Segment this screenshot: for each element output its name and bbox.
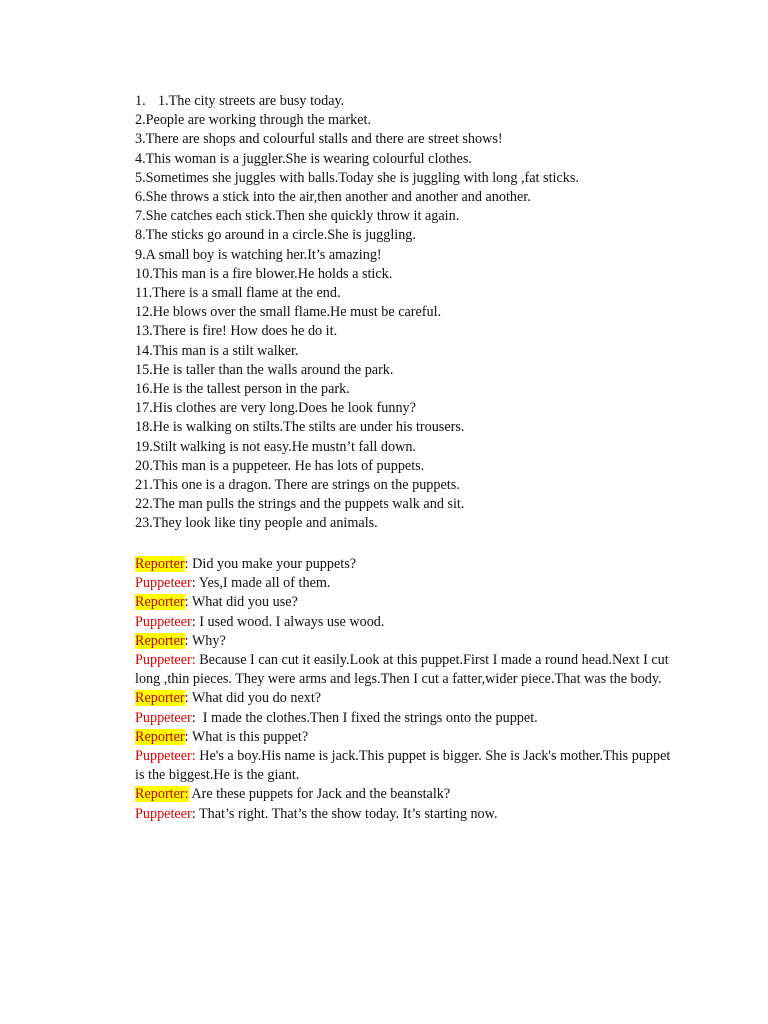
speaker-label: Puppeteer:	[135, 652, 196, 669]
speaker-label: Puppeteer	[135, 709, 192, 726]
dialogue-text: Are these puppets for Jack and the beanstalk?	[191, 786, 451, 803]
speaker-separator: :	[191, 613, 200, 630]
sentence-line: 5.Sometimes she juggles with balls.Today she is juggling with long ,fat sticks.	[135, 169, 579, 186]
dialogue-text: What is this puppet?	[191, 728, 309, 745]
speaker-separator: :	[191, 805, 199, 822]
sentence-line: 22.The man pulls the strings and the puppets walk and sit.	[135, 496, 465, 513]
sentence-line: 17.His clothes are very long.Does he look funny?	[135, 400, 416, 417]
dialogue-turn	[135, 613, 675, 632]
sentence-line: 7.She catches each stick.Then she quickly throw it again.	[135, 208, 460, 225]
dialogue-turn	[135, 555, 675, 574]
speaker-label: Reporter	[135, 632, 185, 649]
speaker-label: Puppeteer	[135, 613, 192, 630]
sentence-line: 11.There is a small flame at the end.	[135, 285, 341, 302]
speaker-separator: :	[191, 575, 199, 592]
speaker-label: Reporter	[135, 690, 185, 707]
dialogue-turn	[135, 632, 675, 651]
speaker-separator: :	[184, 632, 192, 649]
speaker-label: Reporter	[135, 728, 185, 745]
sentence-line: 13.There is fire! How does he do it.	[135, 323, 338, 340]
sentence-line: 12.He blows over the small flame.He must be careful.	[135, 304, 442, 321]
sentence-text: 1.The city streets are busy today.	[158, 93, 345, 109]
dialogue-text: That’s right. That’s the show today. It’s starting now.	[198, 805, 498, 822]
dialogue-turn	[135, 651, 675, 689]
speaker-label: Reporter	[135, 556, 185, 572]
sentence-line: 9.A small boy is watching her.It’s amazing!	[135, 246, 382, 263]
speaker-separator: :	[184, 556, 193, 572]
speaker-label: Puppeteer:	[135, 748, 196, 765]
dialogue-turn	[135, 747, 675, 785]
dialogue-turn	[135, 593, 675, 612]
speaker-label: Puppeteer	[135, 575, 192, 592]
speaker-separator: :	[184, 594, 192, 611]
list-marker: 1.	[135, 93, 146, 109]
sentence-line: 6.She throws a stick into the air,then another and another and another.	[135, 189, 531, 206]
sentence-line: 23.They look like tiny people and animals.	[135, 515, 378, 532]
sentence-line: 2.People are working through the market.	[135, 112, 371, 129]
dialogue-text: Why?	[191, 632, 226, 649]
dialogue-turn	[135, 689, 675, 708]
sentence-line: 20.This man is a puppeteer. He has lots of puppets.	[135, 457, 425, 474]
sentence-line: 19.Stilt walking is not easy.He mustn’t fall down.	[135, 438, 416, 455]
sentence-line: 15.He is taller than the walls around the park.	[135, 361, 394, 378]
sentence-line: 16.He is the tallest person in the park.	[135, 381, 350, 398]
sentence-line: 10.This man is a fire blower.He holds a stick.	[135, 265, 393, 282]
sentence-line: 3.There are shops and colourful stalls and there are street shows!	[135, 131, 503, 148]
sentence-line: 4.This woman is a juggler.She is wearing colourful clothes.	[135, 150, 472, 167]
dialogue-text: Yes,I made all of them.	[198, 575, 331, 592]
dialogue-turn	[135, 574, 675, 593]
sentence-line	[135, 92, 735, 111]
dialogue-turn	[135, 728, 675, 747]
speaker-separator: :	[184, 690, 192, 707]
dialogue-turn	[135, 709, 675, 728]
speaker-separator: :	[184, 728, 192, 745]
dialogue-text: I made the clothes.Then I fixed the strings onto the puppet.	[202, 709, 538, 726]
dialogue-text: What did you do next?	[191, 690, 322, 707]
dialogue-text: Did you make your puppets?	[192, 556, 357, 572]
dialogue-text: He's a boy.His name is jack.This puppet is bigger. She is Jack's mother.This puppet is the biggest.He is the giant.	[135, 748, 671, 784]
dialogue-text: Because I can cut it easily.Look at this puppet.First I made a round head.Next I cut long ,thin pieces. They were arms and legs.Then I cut a fatter,wider piece.That was the body.	[135, 652, 669, 688]
dialogue-text: What did you use?	[191, 594, 298, 611]
numbered-sentences	[135, 92, 735, 534]
speaker-label: Reporter	[135, 594, 185, 611]
dialogue-text: I used wood. I always use wood.	[199, 613, 385, 630]
dialogue-turn	[135, 805, 675, 824]
speaker-label: Reporter:	[135, 786, 189, 803]
speaker-separator: :	[191, 709, 203, 726]
sentence-line: 21.This one is a dragon. There are strings on the puppets.	[135, 477, 460, 494]
sentence-line: 8.The sticks go around in a circle.She is juggling.	[135, 227, 416, 244]
sentence-line: 18.He is walking on stilts.The stilts are under his trousers.	[135, 419, 465, 436]
dialogue-turn	[135, 785, 675, 804]
speaker-label: Puppeteer	[135, 805, 192, 822]
sentence-line: 14.This man is a stilt walker.	[135, 342, 299, 359]
interview-dialogue	[135, 555, 675, 824]
